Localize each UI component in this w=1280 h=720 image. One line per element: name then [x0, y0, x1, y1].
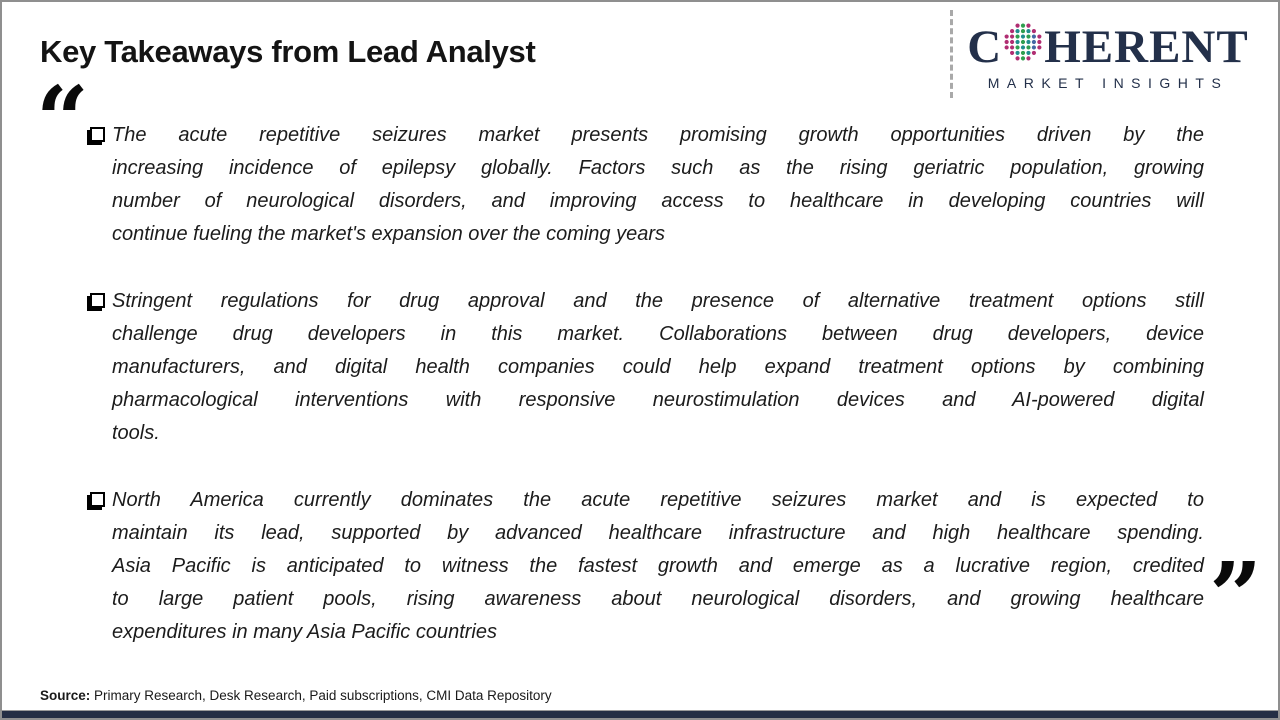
quote-line: North America currently dominates the acute repetitive seizures market and is expected to [112, 489, 1204, 511]
square-bullet-icon [90, 492, 105, 507]
footer-accent-bar [2, 710, 1278, 718]
square-bullet-icon [90, 293, 105, 308]
quote-line: challenge drug developers in this market. Collaborations between drug developers, device [112, 323, 1204, 345]
source-label: Source: [40, 688, 91, 703]
source-text: Primary Research, Desk Research, Paid subscriptions, CMI Data Repository [90, 688, 552, 703]
coherent-market-insights-logo [958, 22, 1258, 91]
quote-line: pharmacological interventions with responsive neurostimulation devices and AI-powered digital [112, 389, 1204, 411]
takeaway-paragraph-3 [90, 484, 1204, 649]
open-quote-icon: “ [36, 66, 89, 174]
quote-line: increasing incidence of epilepsy globally. Factors such as the rising geriatric population, growing [112, 157, 1204, 179]
logo-letter-c: C [967, 21, 1003, 73]
quote-line: expenditures in many Asia Pacific countries [112, 621, 497, 643]
takeaway-paragraph-1 [90, 119, 1204, 251]
source-attribution [40, 688, 552, 703]
takeaway-paragraph-2 [90, 285, 1204, 450]
logo-wordmark [967, 22, 1248, 73]
quote-line: number of neurological disorders, and improving access to healthcare in developing countries will [112, 190, 1204, 212]
quote-line: Asia Pacific is anticipated to witness the fastest growth and emerge as a lucrative region, credited [112, 555, 1204, 577]
quote-line: The acute repetitive seizures market presents promising growth opportunities driven by the [112, 124, 1204, 146]
logo-subtitle: MARKET INSIGHTS [987, 75, 1229, 91]
analyst-takeaways-content [90, 119, 1204, 683]
quote-line: Stringent regulations for drug approval and the presence of alternative treatment options still [112, 290, 1204, 312]
globe-dots-icon [1003, 22, 1043, 71]
quote-line: to large patient pools, rising awareness about neurological disorders, and growing healthcare [112, 588, 1204, 610]
square-bullet-icon [90, 127, 105, 142]
quote-line: manufacturers, and digital health companies could help expand treatment options by combining [112, 356, 1204, 378]
quote-line: maintain its lead, supported by advanced healthcare infrastructure and high healthcare spending. [112, 522, 1204, 544]
close-quote-icon: ” [1209, 542, 1262, 650]
page-title: Key Takeaways from Lead Analyst [40, 34, 536, 69]
logo-divider-dashed-line [950, 10, 953, 98]
logo-letters-herent: HERENT [1044, 21, 1249, 73]
quote-line: tools. [112, 422, 160, 444]
quote-line: continue fueling the market's expansion over the coming years [112, 223, 666, 245]
